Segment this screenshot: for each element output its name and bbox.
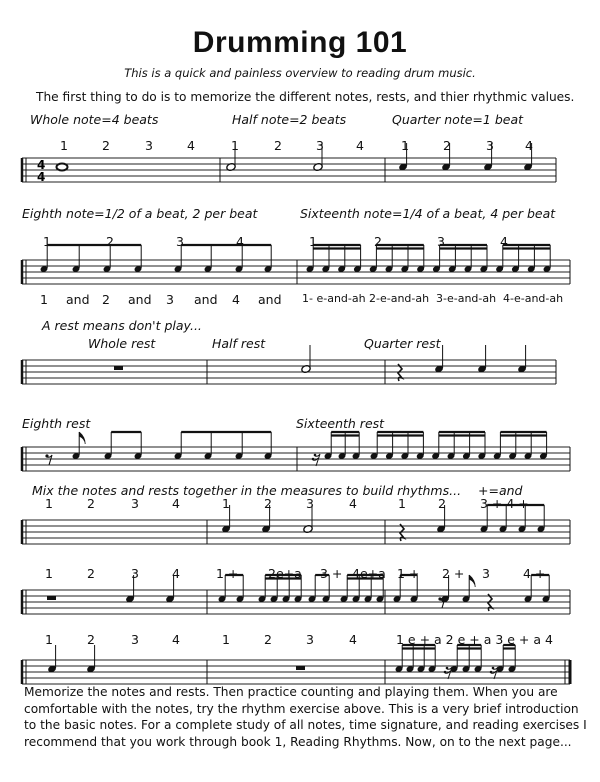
- closing-line: Memorize the notes and rests. Then practice counting and playing them. When you are: [24, 685, 558, 699]
- exercise-count: 1 +: [397, 566, 420, 581]
- exercise-instruction: Mix the notes and rests together in the measures to build rhythms...: [32, 483, 462, 498]
- half-count: 3: [316, 138, 324, 153]
- eighth-top-count: 1: [43, 234, 51, 249]
- sixteenth-top-count: 3: [437, 234, 445, 249]
- rest-intro-text: A rest means don't play...: [42, 318, 202, 333]
- time-signature-top: 4: [37, 158, 46, 172]
- closing-line: to the basic notes. For a complete study of all notes, time signature, and reading exercises I: [24, 718, 587, 732]
- eighth-bottom-count: 4: [232, 292, 240, 307]
- exercise-count: 3: [131, 496, 139, 511]
- sixteenth-bottom-count: 1- e-and-ah: [302, 292, 366, 305]
- exercise-count: 1 e + a 2 e + a 3 e + a 4: [396, 632, 553, 647]
- sixteenth-bottom-count: 4-e-and-ah: [503, 292, 564, 305]
- exercise-count: 4: [349, 496, 357, 511]
- exercise-count: 2: [438, 496, 446, 511]
- exercise-count: 2: [264, 496, 272, 511]
- exercise-count: 2 +: [442, 566, 465, 581]
- exercise-count: 2: [87, 632, 95, 647]
- exercise-count: 4: [172, 496, 180, 511]
- sixteenth-top-count: 4: [500, 234, 508, 249]
- half-note-label: Half note=2 beats: [232, 112, 347, 127]
- half-rest-label: Half rest: [212, 336, 266, 351]
- exercise-count: 3: [131, 566, 139, 581]
- exercise-count: 2e+a: [268, 566, 302, 581]
- exercise-count: 1: [222, 632, 230, 647]
- half-rest-block: [47, 596, 56, 600]
- eighth-top-count: 4: [236, 234, 244, 249]
- intro-text: The first thing to do is to memorize the different notes, rests, and thier rhythmic values.: [36, 90, 575, 104]
- eighth-note-label: Eighth note=1/2 of a beat, 2 per beat: [22, 206, 258, 221]
- half-count: 1: [231, 138, 239, 153]
- eighth-flag: [79, 432, 85, 444]
- whole-count: 4: [187, 138, 195, 153]
- exercise-count: 1: [45, 632, 53, 647]
- eighth-bottom-count: 3: [166, 292, 174, 307]
- eighth-bottom-count: 1: [40, 292, 48, 307]
- exercise-count: 3 +: [320, 566, 343, 581]
- quarter-count: 4: [525, 138, 533, 153]
- exercise-count: 4: [172, 632, 180, 647]
- quarter-count: 2: [443, 138, 451, 153]
- eighth-bottom-count: 2: [102, 292, 110, 307]
- page-title: Drumming 101: [192, 26, 408, 59]
- closing-line: comfortable with the notes, try the rhythm exercise above. This is a very brief introduction: [24, 701, 579, 716]
- sixteenth-note-label: Sixteenth note=1/4 of a beat, 4 per beat: [300, 206, 556, 221]
- whole-rest: [296, 666, 305, 670]
- half-count: 2: [274, 138, 282, 153]
- eighth-bottom-count: and: [128, 292, 152, 307]
- quarter-rest: [398, 364, 402, 381]
- exercise-count: 2: [87, 566, 95, 581]
- exercise-count: 4 +: [523, 566, 546, 581]
- exercise-count: 3 + 4 +: [480, 496, 529, 511]
- eighth-top-count: 3: [176, 234, 184, 249]
- exercise-count: 3: [482, 566, 490, 581]
- exercise-count: 1: [398, 496, 406, 511]
- whole-rest: [114, 366, 123, 370]
- exercise-count: 2: [87, 496, 95, 511]
- eighth-bottom-count: and: [194, 292, 218, 307]
- eighth-rest-label: Eighth rest: [22, 416, 91, 431]
- exercise-count: 2: [264, 632, 272, 647]
- quarter-count: 1: [401, 138, 409, 153]
- quarter-note-label: Quarter note=1 beat: [392, 112, 524, 127]
- exercise-count: 1: [45, 496, 53, 511]
- whole-rest-label: Whole rest: [88, 336, 156, 351]
- exercise-count: 3: [306, 632, 314, 647]
- exercise-count: 1 +: [216, 566, 239, 581]
- closing-line: recommend that you work through book 1, Reading Rhythms. Now, on to the next page...: [24, 734, 572, 749]
- exercise-count: 1: [45, 566, 53, 581]
- exercise-count: 4: [172, 566, 180, 581]
- exercise-count: 3: [131, 632, 139, 647]
- half-count: 4: [356, 138, 364, 153]
- eighth-bottom-count: and: [66, 292, 90, 307]
- quarter-count: 3: [486, 138, 494, 153]
- time-signature-bottom: 4: [37, 170, 46, 184]
- exercise-count: 4: [349, 632, 357, 647]
- page-subtitle: This is a quick and painless overview to reading drum music.: [124, 66, 476, 80]
- whole-note-head: [57, 164, 68, 171]
- eighth-bottom-count: and: [258, 292, 282, 307]
- exercise-count: 3: [306, 496, 314, 511]
- whole-count: 3: [145, 138, 153, 153]
- exercise-count: 4e+a: [352, 566, 386, 581]
- sixteenth-top-count: 2: [374, 234, 382, 249]
- sixteenth-rest-label: Sixteenth rest: [296, 416, 385, 431]
- whole-count: 2: [102, 138, 110, 153]
- sixteenth-bottom-count: 3-e-and-ah: [436, 292, 497, 305]
- sixteenth-bottom-count: 2-e-and-ah: [369, 292, 430, 305]
- exercise-count: 1: [222, 496, 230, 511]
- closing-paragraph: [24, 684, 587, 750]
- eighth-top-count: 2: [106, 234, 114, 249]
- whole-count: 1: [60, 138, 68, 153]
- quarter-rest-label: Quarter rest: [364, 336, 441, 351]
- plus-equals-and-note: +=and: [478, 483, 523, 498]
- whole-note-label: Whole note=4 beats: [30, 112, 159, 127]
- eighth-flag: [469, 575, 475, 587]
- sixteenth-top-count: 1: [309, 234, 317, 249]
